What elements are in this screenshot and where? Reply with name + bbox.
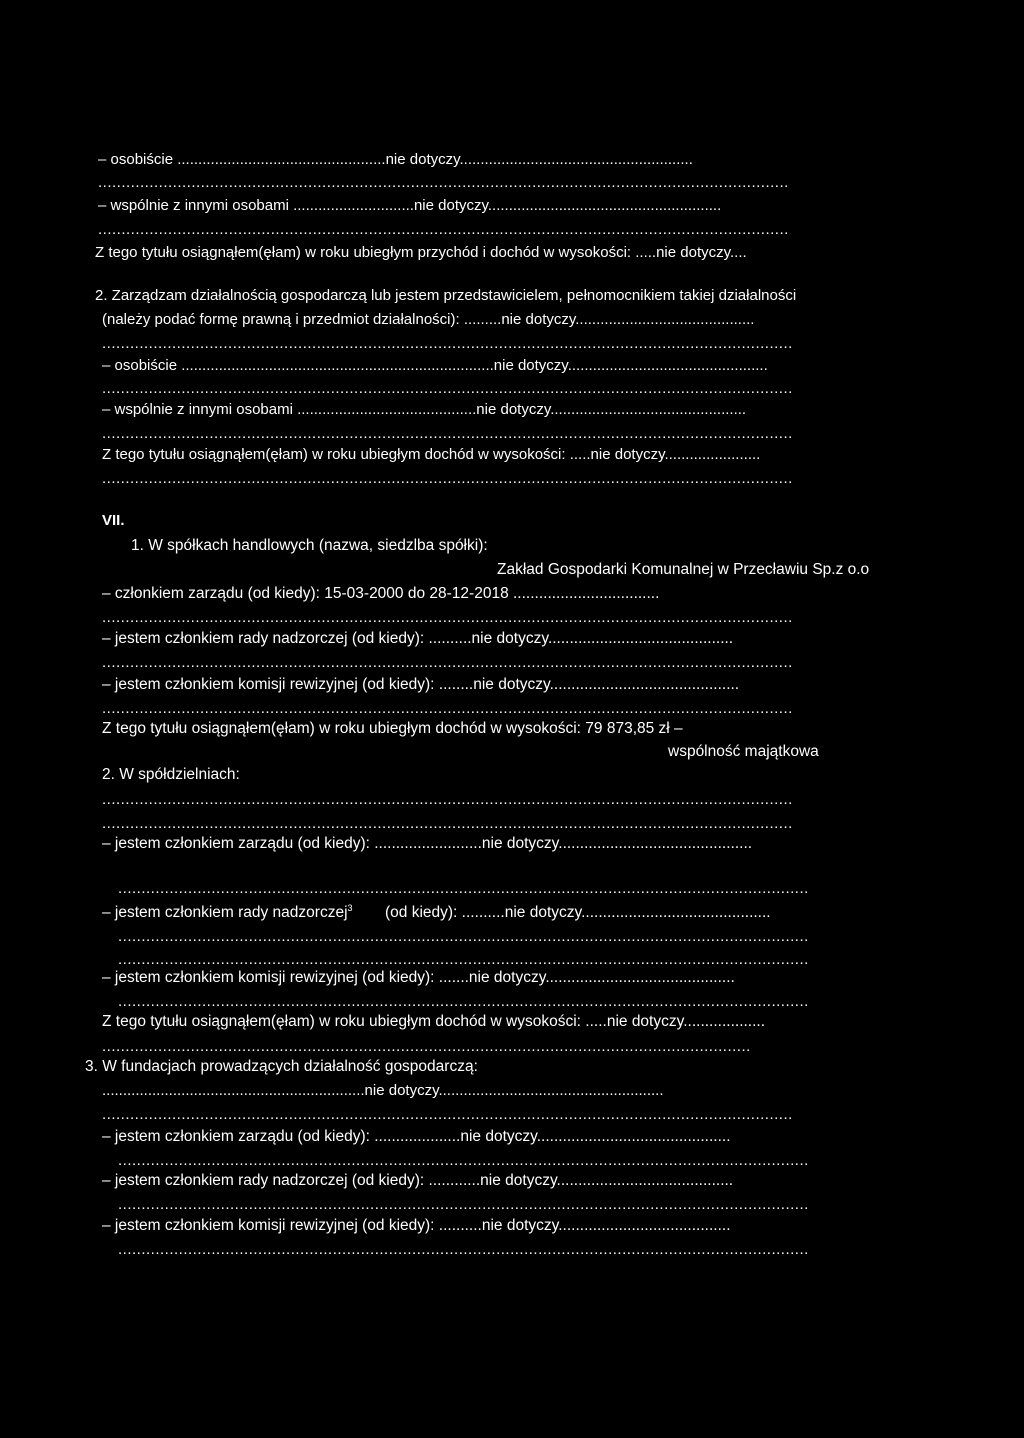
dotted-fill-line: .................................................................................................................................................... bbox=[102, 470, 793, 487]
line-text: – jestem członkiem komisji rewizyjnej (od kiedy): .......nie dotyczy............................................ bbox=[102, 969, 735, 986]
line-text: – członkiem zarządu (od kiedy): 15-03-2000 do 28-12-2018 .................................. bbox=[102, 585, 660, 602]
document-line bbox=[0, 1011, 1024, 1033]
document-line bbox=[0, 378, 1024, 400]
line-text: (należy podać formę prawną i przedmiot działalności): .........nie dotyczy........................................... bbox=[102, 311, 755, 328]
document-line bbox=[0, 1194, 1024, 1216]
dotted-fill-line: .................................................................................................................................................... bbox=[118, 1152, 809, 1169]
document-line bbox=[0, 583, 1024, 605]
document-line bbox=[0, 741, 1024, 763]
line-text: – jestem członkiem komisji rewizyjnej (od kiedy): ..........nie dotyczy........................................ bbox=[102, 1217, 731, 1234]
document-line bbox=[0, 510, 1024, 532]
dotted-fill-line: .................................................................................................................................................... bbox=[102, 791, 793, 808]
line-text: – jestem członkiem zarządu (od kiedy): .........................nie dotyczy............................................. bbox=[102, 835, 753, 852]
document-line bbox=[0, 333, 1024, 355]
line-text: – jestem członkiem rady nadzorczej (od kiedy): ............nie dotyczy......................................... bbox=[102, 1172, 734, 1189]
line-text: Z tego tytułu osiągnąłem(ęłam) w roku ubiegłym dochód w wysokości: .....nie dotyczy....................... bbox=[102, 446, 761, 463]
document-line bbox=[0, 1104, 1024, 1126]
document-line bbox=[0, 1215, 1024, 1237]
document-line bbox=[0, 674, 1024, 696]
document-line bbox=[0, 1150, 1024, 1172]
line-text: 1. W spółkach handlowych (nazwa, siedzlba spółki): bbox=[131, 537, 488, 554]
line-text: 2. W spółdzielniach: bbox=[102, 766, 240, 783]
line-text: – wspólnie z innymi osobami ...........................................nie dotyczy............................................... bbox=[102, 401, 747, 418]
line-text: Z tego tytułu osiągnąłem(ęłam) w roku ubiegłym dochód w wysokości: .....nie dotyczy................... bbox=[102, 1013, 766, 1030]
document-line bbox=[0, 1056, 1024, 1078]
line-text: – osobiście ...........................................................................nie dotyczy................................................ bbox=[102, 357, 768, 374]
document-line bbox=[0, 535, 1024, 557]
line-text: 3. W fundacjach prowadzących działalność gospodarczą: bbox=[85, 1058, 478, 1075]
line-text: (od kiedy): ..........nie dotyczy............................................ bbox=[385, 904, 771, 921]
document-line bbox=[0, 1036, 1024, 1058]
document-line bbox=[0, 789, 1024, 811]
document-line bbox=[0, 652, 1024, 674]
dotted-fill-line: .................................................................................................................................................... bbox=[102, 609, 793, 626]
dotted-fill-line: .................................................................................................................................................... bbox=[118, 1241, 809, 1258]
footnote-marker: 3 bbox=[347, 902, 353, 913]
dotted-fill-line: ........................................................................................................................................... bbox=[102, 1038, 751, 1055]
line-text: – osobiście ..................................................nie dotyczy........................................................ bbox=[98, 151, 693, 168]
document-line bbox=[0, 149, 1024, 171]
document-line bbox=[0, 242, 1024, 264]
document-line bbox=[0, 813, 1024, 835]
line-text: VII. bbox=[102, 512, 125, 529]
dotted-fill-line: .................................................................................................................................................... bbox=[118, 928, 809, 945]
document-line bbox=[0, 309, 1024, 331]
line-text: – jestem członkiem rady nadzorczej (od kiedy): ..........nie dotyczy........................................... bbox=[102, 630, 734, 647]
document-line bbox=[0, 698, 1024, 720]
document-line bbox=[0, 444, 1024, 466]
line-text: – wspólnie z innymi osobami .............................nie dotyczy........................................................ bbox=[98, 197, 722, 214]
dotted-fill-line: .................................................................................................................................................... bbox=[102, 700, 793, 717]
document-line bbox=[0, 399, 1024, 421]
line-text: Z tego tytułu osiągnąłem(ęłam) w roku ubiegłym przychód i dochód w wysokości: .....nie dotyczy.... bbox=[95, 244, 747, 261]
document-line bbox=[0, 172, 1024, 194]
line-text: – jestem członkiem komisji rewizyjnej (od kiedy): ........nie dotyczy............................................ bbox=[102, 676, 740, 693]
line-text: 2. Zarządzam działalnością gospodarczą lub jestem przedstawicielem, pełnomocnikiem takiej działalności bbox=[95, 287, 797, 304]
document-line bbox=[0, 1126, 1024, 1148]
document-line bbox=[0, 991, 1024, 1013]
document-line bbox=[0, 902, 1024, 924]
line-text: Zakład Gospodarki Komunalnej w Przecławiu Sp.z o.o bbox=[497, 561, 870, 578]
line-text: – jestem członkiem zarządu (od kiedy): ....................nie dotyczy............................................. bbox=[102, 1128, 731, 1145]
document-line bbox=[0, 1170, 1024, 1192]
document-line bbox=[0, 423, 1024, 445]
document-line bbox=[0, 355, 1024, 377]
document-line bbox=[0, 718, 1024, 740]
document-line bbox=[0, 926, 1024, 948]
document-line bbox=[0, 1080, 1024, 1102]
document-line bbox=[0, 628, 1024, 650]
line-text: ...............................................................nie dotyczy...................................................... bbox=[102, 1082, 664, 1099]
dotted-fill-line: .................................................................................................................................................... bbox=[102, 335, 793, 352]
document-line bbox=[0, 219, 1024, 241]
dotted-fill-line: .................................................................................................................................................... bbox=[98, 174, 789, 191]
dotted-fill-line: .................................................................................................................................................... bbox=[98, 221, 789, 238]
line-text: Z tego tytułu osiągnąłem(ęłam) w roku ubiegłym dochód w wysokości: 79 873,85 zł – bbox=[102, 720, 683, 737]
document-line bbox=[0, 833, 1024, 855]
line-text: wspólność majątkowa bbox=[668, 743, 819, 760]
dotted-fill-line: .................................................................................................................................................... bbox=[102, 654, 793, 671]
document-line bbox=[0, 468, 1024, 490]
dotted-fill-line: .................................................................................................................................................... bbox=[102, 1106, 793, 1123]
document-line bbox=[0, 559, 1024, 581]
dotted-fill-line: .................................................................................................................................................... bbox=[118, 993, 809, 1010]
document-line bbox=[0, 285, 1024, 307]
dotted-fill-line: .................................................................................................................................................... bbox=[118, 951, 809, 968]
dotted-fill-line: .................................................................................................................................................... bbox=[102, 815, 793, 832]
dotted-fill-line: .................................................................................................................................................... bbox=[118, 1196, 809, 1213]
document-line bbox=[0, 607, 1024, 629]
dotted-fill-line: .................................................................................................................................................... bbox=[118, 880, 809, 897]
document-line bbox=[0, 878, 1024, 900]
dotted-fill-line: .................................................................................................................................................... bbox=[102, 425, 793, 442]
document-line bbox=[0, 967, 1024, 989]
document-line bbox=[0, 764, 1024, 786]
line-text: – jestem członkiem rady nadzorczej$^3$ bbox=[102, 902, 353, 921]
dotted-fill-line: .................................................................................................................................................... bbox=[102, 380, 793, 397]
document-line bbox=[0, 195, 1024, 217]
document-line bbox=[0, 1239, 1024, 1261]
